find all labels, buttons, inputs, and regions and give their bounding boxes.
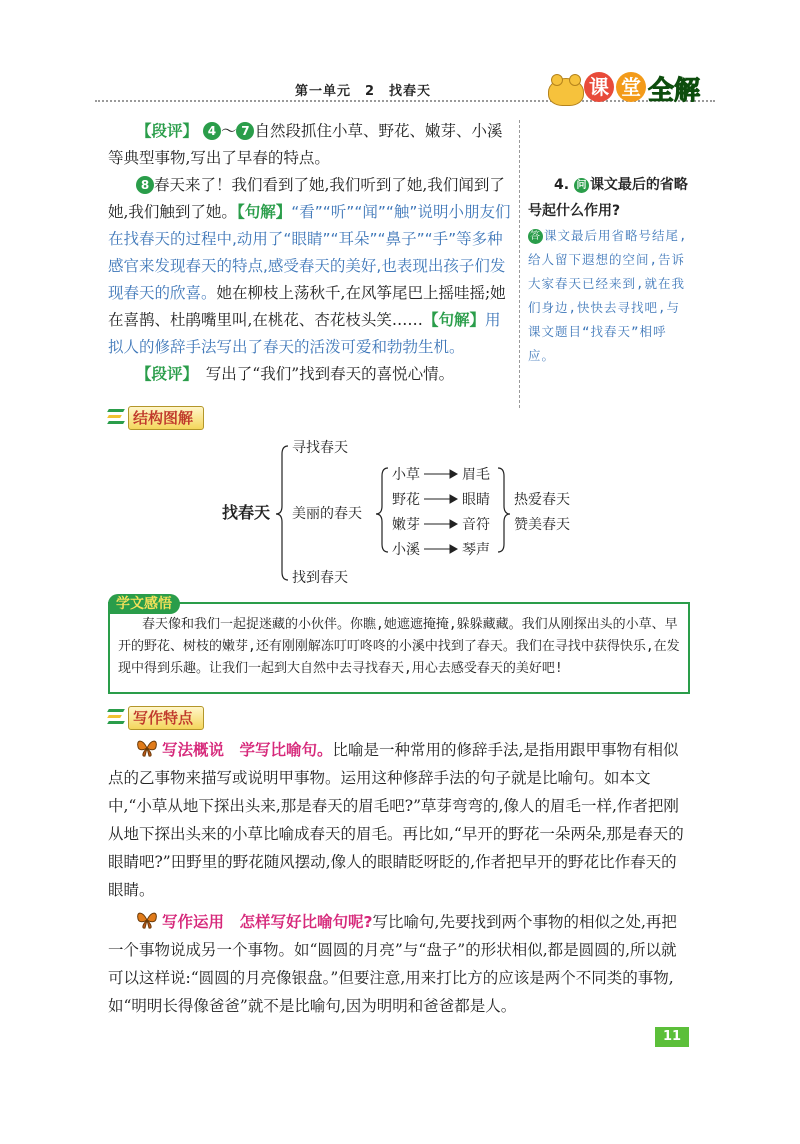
bear-mascot-icon xyxy=(548,78,584,106)
feeling-heading: 学文感悟 xyxy=(108,594,180,614)
page-number: 11 xyxy=(655,1027,689,1047)
writing-content xyxy=(108,736,690,1020)
diagram-branch-found: 找到春天 xyxy=(292,570,348,586)
answer-badge-icon: 答 xyxy=(530,231,541,242)
butterfly-icon xyxy=(136,738,158,758)
logo-char-1: 课 xyxy=(584,72,614,102)
diagram-target-note: 音符 xyxy=(462,517,490,533)
section-heading-structure: 结构图解 xyxy=(108,406,228,428)
paragraph-comment-1: 【段评】 4 ～ 7 自然段抓住小草、野花、嫩芽、小溪等典型事物,写出了早春的特点。 xyxy=(108,122,503,167)
para-number-8: 8 xyxy=(136,176,154,194)
header-title: 第一单元 2 找春天 xyxy=(295,84,432,99)
logo xyxy=(548,72,723,106)
writing-paragraph-1: 写法概说 学写比喻句。比喻是一种常用的修辞手法,是指用跟甲事物有相似点的乙事物来描写或说明甲事物。运用这种修辞手法的句子就是比喻句。如本文中,“小草从地下探出头来,那是春天的眉毛吧?”草芽弯弯的,像人的眉毛一样,作者把刚从地下探出头来的小草比喻成春天的眉毛。再比如,“早开的野花一朵两朵,那是春天的眼睛吧?”田野里的野花随风摆动,像人的眼睛眨呀眨的,作者把早开的野花比作春天的眼睛。 xyxy=(108,736,690,904)
feeling-text: 春天像和我们一起捉迷藏的小伙伴。你瞧,她遮遮掩掩,躲躲藏藏。我们从刚探出头的小草、早开的野花、树枝的嫩芽,还有刚刚解冻叮叮咚咚的小溪中找到了春天。我们在寻找中获得快乐,在发现中得到乐趣。让我们一起到大自然中去寻找春天,用心去感受春天的美好吧! xyxy=(118,617,680,676)
diagram-branch-find: 寻找春天 xyxy=(292,440,348,456)
diagram-branch-beautiful: 美丽的春天 xyxy=(292,506,362,522)
main-text-column xyxy=(108,118,514,388)
structure-diagram xyxy=(210,432,610,592)
diagram-item-bud: 嫩芽 xyxy=(392,517,420,533)
butterfly-icon xyxy=(136,910,158,930)
diagram-item-stream: 小溪 xyxy=(392,542,420,558)
diagram-target-eyebrow: 眉毛 xyxy=(462,467,490,483)
para-number-4: 4 xyxy=(203,122,221,140)
heading-bars-icon xyxy=(108,409,124,427)
question-badge-icon: 问 xyxy=(574,178,589,193)
diagram-summary-love: 热爱春天 xyxy=(514,492,570,508)
diagram-item-grass: 小草 xyxy=(392,467,420,483)
diagram-root: 找春天 xyxy=(222,503,271,522)
logo-char-3: 全解 xyxy=(648,76,701,106)
section-heading-writing: 写作特点 xyxy=(108,706,228,728)
diagram-summary-praise: 赞美春天 xyxy=(514,517,570,533)
diagram-target-eye: 眼睛 xyxy=(462,492,490,508)
writing-sub-1: 写法概说 xyxy=(162,741,225,759)
paragraph-8: 8 春天来了！我们看到了她,我们听到了她,我们闻到了她,我们触到了她。【句解】“看”“听”“闻”“触”说明小朋友们在找春天的过程中,动用了“眼睛”“耳朵”“鼻子”“手”等多种感官来发现春天的特点,感受春天的美好,也表现出孩子们发现春天的欣喜。她在柳枝上荡秋千,在风筝尾巴上摇哇摇;她在喜鹊、杜鹃嘴里叫,在桃花、杏花枝头笑……【句解】用拟人的修辞手法写出了春天的活泼可爱和勃勃生机。 xyxy=(108,176,511,356)
diagram-item-flower: 野花 xyxy=(392,492,420,508)
paragraph-comment-2: 【段评】 写出了“我们”找到春天的喜悦心情。 xyxy=(136,365,455,383)
side-question: 4. 问 课文最后的省略号起什么作用? 答 课文最后用省略号结尾,给人留下遐想的空间,告诉大家春天已经来到,就在我们身边,快快去寻找吧,与课文题目“找春天”相呼应。 xyxy=(528,172,693,368)
para-number-7: 7 xyxy=(236,122,254,140)
column-divider xyxy=(519,120,520,408)
side-answer: 答 课文最后用省略号结尾,给人留下遐想的空间,告诉大家春天已经来到,就在我们身边,快快去寻找吧,与课文题目“找春天”相呼应。 xyxy=(528,228,688,363)
logo-char-2: 堂 xyxy=(616,72,646,102)
writing-sub-2: 写作运用 xyxy=(162,913,225,931)
writing-paragraph-2: 写作运用 怎样写好比喻句呢?写比喻句,先要找到两个事物的相似之处,再把一个事物说成另一个事物。如“圆圆的月亮”与“盘子”的形状相似,都是圆圆的,所以就可以这样说:“圆圆的月亮像银盘。”但要注意,用来打比方的应该是两个不同类的事物,如“明明长得像爸爸”就不是比喻句,因为明明和爸爸都是人。 xyxy=(108,908,690,1020)
diagram-target-music: 琴声 xyxy=(462,542,490,558)
